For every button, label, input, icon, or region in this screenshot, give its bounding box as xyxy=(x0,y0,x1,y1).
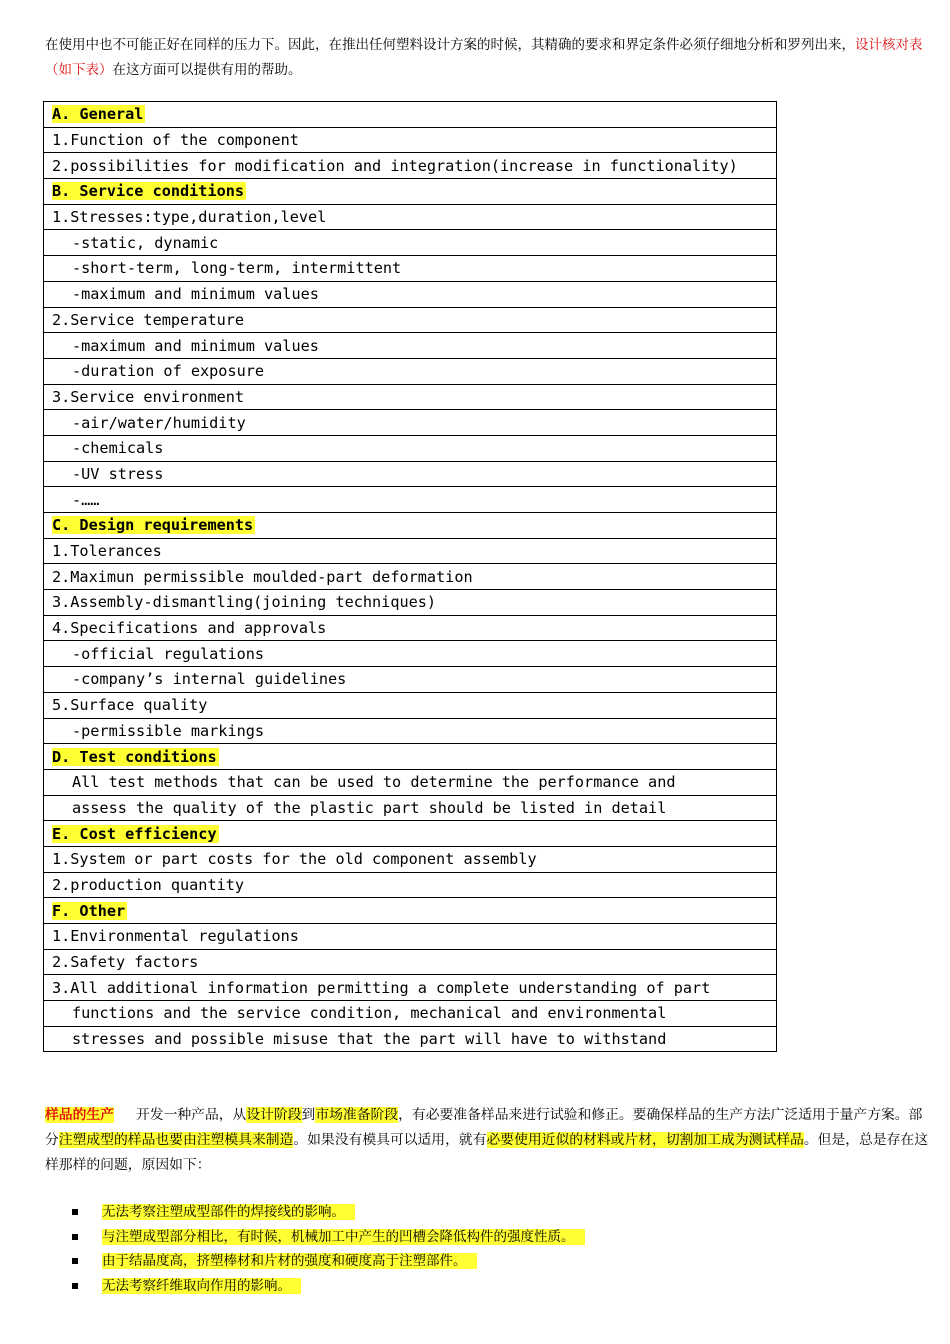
checklist-row xyxy=(44,384,777,410)
sub-item-text: -…… xyxy=(72,490,100,509)
checklist-row xyxy=(44,667,777,693)
item-text: 1.Stresses:type,duration,level xyxy=(52,208,327,227)
checklist-cell xyxy=(44,821,777,847)
list-item xyxy=(72,1200,585,1225)
item-text: 1.Environmental regulations xyxy=(52,927,299,946)
checklist-cell xyxy=(44,127,777,153)
list-item-text: 无法考察纤维取向作用的影响。 xyxy=(102,1278,301,1294)
checklist-cell xyxy=(44,179,777,205)
highlight-market-stage: 市场准备阶段 xyxy=(315,1107,399,1123)
checklist-cell xyxy=(44,461,777,487)
sub-item-text: functions and the service condition, mechanical and environmental xyxy=(72,1004,667,1023)
checklist-cell xyxy=(44,333,777,359)
checklist-cell xyxy=(44,975,777,1001)
checklist-cell xyxy=(44,307,777,333)
section-title: 样品的生产 xyxy=(45,1107,114,1123)
sub-item-text: -chemicals xyxy=(72,439,164,458)
checklist-row xyxy=(44,975,777,1001)
checklist-row xyxy=(44,718,777,744)
highlight-similar-materials: 必要使用近似的材料或片材，切割加工成为测试样品 xyxy=(486,1132,804,1148)
checklist-row xyxy=(44,256,777,282)
highlight-design-stage: 设计阶段 xyxy=(246,1107,302,1123)
bullet-icon xyxy=(72,1234,78,1240)
para-text: 到 xyxy=(301,1107,316,1123)
checklist-row xyxy=(44,153,777,179)
item-text: 2.Service temperature xyxy=(52,310,245,329)
checklist-row xyxy=(44,307,777,333)
list-item xyxy=(72,1225,585,1250)
checklist-cell xyxy=(44,513,777,539)
checklist-cell xyxy=(44,641,777,667)
item-text: 5.Surface quality xyxy=(52,696,208,715)
reasons-list xyxy=(72,1200,585,1298)
item-text: 1.Tolerances xyxy=(52,542,162,561)
checklist-reference: 设计核对表（如下表） xyxy=(45,37,923,78)
item-text: 2.possibilities for modification and integration(increase in functionality) xyxy=(52,156,738,175)
list-item-text: 与注塑成型部分相比，有时候，机械加工中产生的凹槽会降低构件的强度性质。 xyxy=(102,1229,585,1245)
checklist-cell xyxy=(44,692,777,718)
checklist-row xyxy=(44,692,777,718)
bullet-icon xyxy=(72,1258,78,1264)
checklist-cell xyxy=(44,744,777,770)
sub-item-text: assess the quality of the plastic part should be listed in detail xyxy=(72,798,667,817)
section-heading: A. General xyxy=(52,105,144,124)
list-item-text: 无法考察注塑成型部件的焊接线的影响。 xyxy=(102,1204,355,1220)
checklist-section-row xyxy=(44,513,777,539)
sub-item-text: -official regulations xyxy=(72,644,265,663)
intro-text-end: 在这方面可以提供有用的帮助。 xyxy=(112,62,302,78)
checklist-row xyxy=(44,435,777,461)
list-item-text: 由于结晶度高，挤塑棒材和片材的强度和硬度高于注塑部件。 xyxy=(102,1253,477,1269)
item-text: 4.Specifications and approvals xyxy=(52,619,327,638)
checklist-cell xyxy=(44,410,777,436)
intro-text: 在使用中也不可能正好在同样的压力下。因此，在推出任何塑料设计方案的时候，其精确的要求和界定条件必须仔细地分析和罗列出来， xyxy=(45,37,855,53)
item-text: 2.Maximun permissible moulded-part deformation xyxy=(52,567,473,586)
checklist-row xyxy=(44,795,777,821)
checklist-row xyxy=(44,358,777,384)
item-text: 3.Service environment xyxy=(52,387,245,406)
checklist-row xyxy=(44,281,777,307)
checklist-row xyxy=(44,410,777,436)
checklist-cell xyxy=(44,538,777,564)
item-text: 1.System or part costs for the old component assembly xyxy=(52,850,537,869)
checklist-section-row xyxy=(44,102,777,128)
para-text: ，有必要准备样品来进行试验和修正。要确保样品的生产方法广泛适用于量产方案。部分 xyxy=(45,1107,923,1148)
sub-item-text: -permissible markings xyxy=(72,721,265,740)
section-heading: B. Service conditions xyxy=(52,182,245,201)
sub-item-text: -air/water/humidity xyxy=(72,413,246,432)
list-item xyxy=(72,1249,585,1274)
checklist-row xyxy=(44,949,777,975)
checklist-cell xyxy=(44,615,777,641)
checklist-section-row xyxy=(44,898,777,924)
checklist-cell xyxy=(44,590,777,616)
checklist-cell xyxy=(44,872,777,898)
checklist-row xyxy=(44,872,777,898)
para-text: 。如果没有模具可以适用，就有 xyxy=(293,1132,487,1148)
checklist-row xyxy=(44,1001,777,1027)
item-text: 2.production quantity xyxy=(52,875,245,894)
checklist-cell xyxy=(44,487,777,513)
list-item xyxy=(72,1274,585,1299)
sub-item-text: stresses and possible misuse that the part will have to withstand xyxy=(72,1030,667,1049)
checklist-cell xyxy=(44,256,777,282)
section-heading: F. Other xyxy=(52,901,126,920)
section-heading: D. Test conditions xyxy=(52,747,217,766)
sub-item-text: -maximum and minimum values xyxy=(72,285,319,304)
checklist-row xyxy=(44,641,777,667)
checklist-row xyxy=(44,846,777,872)
checklist-section-row xyxy=(44,744,777,770)
checklist-cell xyxy=(44,281,777,307)
para-text: 。但是，总是存在这样那样的问题，原因如下： xyxy=(45,1132,928,1173)
checklist-cell xyxy=(44,384,777,410)
checklist-cell xyxy=(44,846,777,872)
checklist-row xyxy=(44,538,777,564)
checklist-row xyxy=(44,769,777,795)
checklist-cell xyxy=(44,1001,777,1027)
checklist-section-row xyxy=(44,821,777,847)
intro-paragraph xyxy=(45,33,925,83)
checklist-cell xyxy=(44,1026,777,1052)
highlight-injection-molds: 注塑成型的样品也要由注塑模具来制造 xyxy=(58,1132,294,1148)
checklist-cell xyxy=(44,230,777,256)
item-text: 3.All additional information permitting a complete understanding of part xyxy=(52,978,711,997)
checklist-cell xyxy=(44,795,777,821)
checklist-row xyxy=(44,204,777,230)
sub-item-text: -short-term, long-term, intermittent xyxy=(72,259,402,278)
sub-item-text: -company’s internal guidelines xyxy=(72,670,347,689)
item-text: 1.Function of the component xyxy=(52,131,299,150)
checklist-cell xyxy=(44,898,777,924)
sub-item-text: -static, dynamic xyxy=(72,233,219,252)
checklist-row xyxy=(44,461,777,487)
item-text: 2.Safety factors xyxy=(52,953,199,972)
design-checklist-table xyxy=(43,101,777,1052)
checklist-section-row xyxy=(44,179,777,205)
checklist-cell xyxy=(44,102,777,128)
checklist-row xyxy=(44,924,777,950)
checklist-row xyxy=(44,564,777,590)
checklist-cell xyxy=(44,153,777,179)
checklist-cell xyxy=(44,769,777,795)
checklist-cell xyxy=(44,435,777,461)
checklist-row xyxy=(44,1026,777,1052)
checklist-cell xyxy=(44,204,777,230)
checklist-cell xyxy=(44,564,777,590)
checklist-row xyxy=(44,127,777,153)
checklist-cell xyxy=(44,924,777,950)
checklist-row xyxy=(44,590,777,616)
checklist-row xyxy=(44,333,777,359)
sample-production-paragraph xyxy=(45,1103,930,1178)
checklist-row xyxy=(44,230,777,256)
section-heading: C. Design requirements xyxy=(52,516,254,535)
sub-item-text: -UV stress xyxy=(72,464,164,483)
checklist-cell xyxy=(44,718,777,744)
section-heading: E. Cost efficiency xyxy=(52,824,217,843)
para-text: 开发一种产品，从 xyxy=(135,1107,247,1123)
bullet-icon xyxy=(72,1209,78,1215)
checklist-cell xyxy=(44,949,777,975)
checklist-cell xyxy=(44,358,777,384)
sub-item-text: -duration of exposure xyxy=(72,362,265,381)
checklist-cell xyxy=(44,667,777,693)
bullet-icon xyxy=(72,1283,78,1289)
sub-item-text: All test methods that can be used to determine the performance and xyxy=(72,773,676,792)
checklist-row xyxy=(44,615,777,641)
item-text: 3.Assembly-dismantling(joining techniques) xyxy=(52,593,437,612)
sub-item-text: -maximum and minimum values xyxy=(72,336,319,355)
checklist-row xyxy=(44,487,777,513)
